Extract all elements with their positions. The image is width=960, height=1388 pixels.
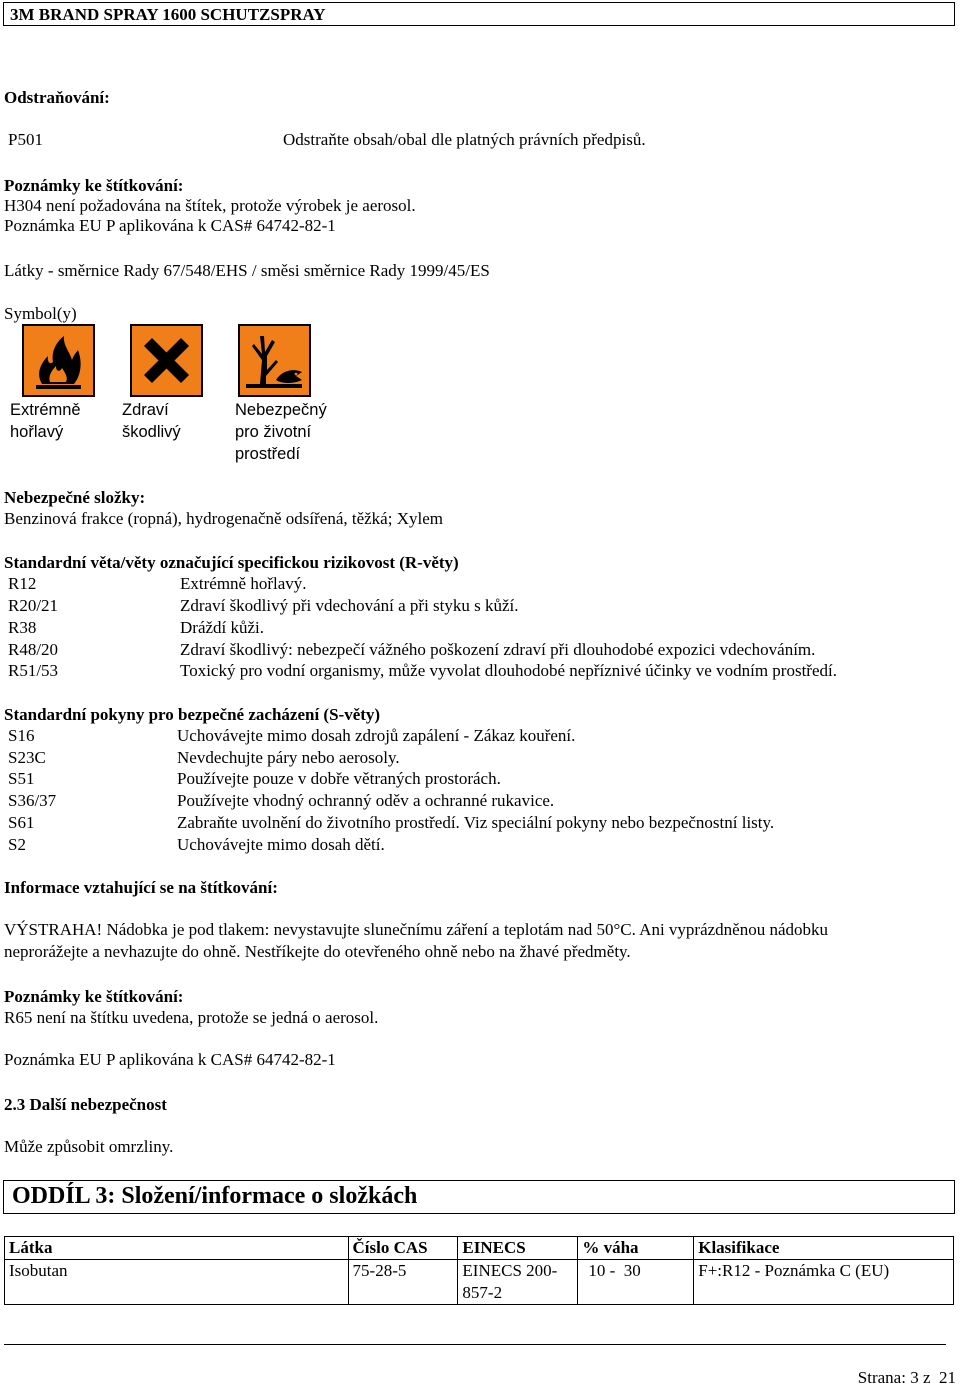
column-header: Klasifikace (694, 1237, 954, 1260)
s-phrases-heading: Standardní pokyny pro bezpečné zacházení (S-věty) (4, 705, 381, 724)
r-phrase-code: R48/20 (8, 640, 59, 659)
other-hazards-text: Může způsobit omrzliny. (4, 1137, 174, 1156)
symbol-label: hořlavý (10, 423, 64, 441)
s-phrase-text: Používejte vhodný ochranný oděv a ochranné rukavice. (177, 791, 555, 810)
document-header (3, 2, 955, 26)
directive-line: Látky - směrnice Rady 67/548/EHS / směsi směrnice Rady 1999/45/ES (4, 261, 490, 280)
classification-cell: F+:R12 - Poznámka C (EU) (694, 1260, 954, 1305)
einecs-line: 857-2 (462, 1283, 503, 1302)
s-phrase-code: S2 (8, 835, 26, 854)
labeling-info-text: neprorážejte a nevhazujte do ohně. Nestříkejte do otevřeného ohně nebo na žhavé předměty. (4, 942, 631, 961)
table-row (5, 1260, 954, 1305)
r-phrase-code: R38 (8, 618, 37, 637)
s-phrase-text: Uchovávejte mimo dosah dětí. (177, 835, 385, 854)
label-note-line: Poznámka EU P aplikována k CAS# 64742-82-1 (4, 1050, 336, 1069)
label-note-line: Poznámka EU P aplikována k CAS# 64742-82-1 (4, 216, 336, 235)
einecs-line: EINECS 200- (462, 1261, 558, 1280)
label-notes-heading: Poznámky ke štítkování: (4, 987, 184, 1006)
column-header: Číslo CAS (348, 1237, 458, 1260)
r-phrase-text: Dráždí kůži. (180, 618, 265, 637)
symbol-label: škodlivý (122, 423, 181, 441)
substance-cell: Isobutan (5, 1260, 349, 1305)
labeling-info-heading: Informace vztahující se na štítkování: (4, 878, 278, 897)
s-phrase-code: S16 (8, 726, 35, 745)
symbol-label: Zdraví (122, 401, 169, 419)
footer-divider (4, 1344, 946, 1345)
r-phrase-text: Extrémně hořlavý. (180, 574, 307, 593)
s-phrase-code: S23C (8, 748, 46, 767)
composition-table (4, 1236, 954, 1305)
weight-cell: 10 - 30 (578, 1260, 694, 1305)
other-hazards-heading: 2.3 Další nebezpečnost (4, 1095, 167, 1114)
label-note-line: R65 není na štítku uvedena, protože se jedná o aerosol. (4, 1008, 379, 1027)
column-header: Látka (5, 1237, 349, 1260)
r-phrase-code: R12 (8, 574, 37, 593)
r-phrases-heading: Standardní věta/věty označující specifickou rizikovost (R-věty) (4, 553, 459, 572)
dead-tree-fish-icon (238, 324, 311, 397)
symbol-label: Nebezpečný (235, 401, 327, 419)
symbols-heading: Symbol(y) (4, 304, 77, 323)
s-phrase-code: S51 (8, 769, 35, 788)
column-header: % váha (578, 1237, 694, 1260)
r-phrase-code: R51/53 (8, 661, 59, 680)
s-phrase-text: Uchovávejte mimo dosah zdrojů zapálení - Zákaz kouření. (177, 726, 576, 745)
s-phrase-text: Zabraňte uvolnění do životního prostředí. Viz speciální pokyny nebo bezpečnostní listy. (177, 813, 775, 832)
section-3-title: ODDÍL 3: Složení/informace o složkách (12, 1183, 418, 1209)
r-phrase-text: Toxický pro vodní organismy, může vyvolat dlouhodobé nepříznivé účinky ve vodním prostředí. (180, 661, 837, 680)
label-note-line: H304 není požadována na štítek, protože výrobek je aerosol. (4, 196, 416, 215)
r-phrase-code: R20/21 (8, 596, 59, 615)
symbol-label: Extrémně (10, 401, 81, 419)
s-phrase-code: S36/37 (8, 791, 57, 810)
document-title: 3M BRAND SPRAY 1600 SCHUTZSPRAY (10, 5, 326, 24)
flame-icon (22, 324, 95, 397)
symbol-label: prostředí (235, 445, 301, 463)
r-phrase-text: Zdraví škodlivý: nebezpečí vážného poškození zdraví při dlouhodobé expozici vdechováním. (180, 640, 816, 659)
disposal-text: Odstraňte obsah/obal dle platných právních předpisů. (283, 130, 646, 149)
hazardous-components-text: Benzinová frakce (ropná), hydrogenačně odsířená, těžká; Xylem (4, 509, 443, 528)
einecs-cell (458, 1260, 578, 1305)
s-phrase-text: Nevdechujte páry nebo aerosoly. (177, 748, 400, 767)
s-phrase-text: Používejte pouze v dobře větraných prostorách. (177, 769, 501, 788)
s-phrase-code: S61 (8, 813, 35, 832)
hazardous-components-heading: Nebezpečné složky: (4, 488, 146, 507)
r-phrase-text: Zdraví škodlivý při vdechování a při styku s kůží. (180, 596, 519, 615)
page-number: Strana: 3 z 21 (857, 1368, 956, 1387)
disposal-code: P501 (8, 130, 43, 149)
section-3-header (3, 1180, 955, 1214)
symbol-label: pro životní (235, 423, 312, 441)
cas-cell: 75-28-5 (348, 1260, 458, 1305)
column-header: EINECS (458, 1237, 578, 1260)
cross-x-icon (130, 324, 203, 397)
table-header-row (5, 1237, 954, 1260)
disposal-heading: Odstraňování: (4, 88, 110, 107)
label-notes-heading: Poznámky ke štítkování: (4, 176, 184, 195)
labeling-info-text: VÝSTRAHA! Nádobka je pod tlakem: nevystavujte slunečnímu záření a teplotám nad 50°C. Ani vyprázdněnou nádobku (4, 920, 829, 939)
